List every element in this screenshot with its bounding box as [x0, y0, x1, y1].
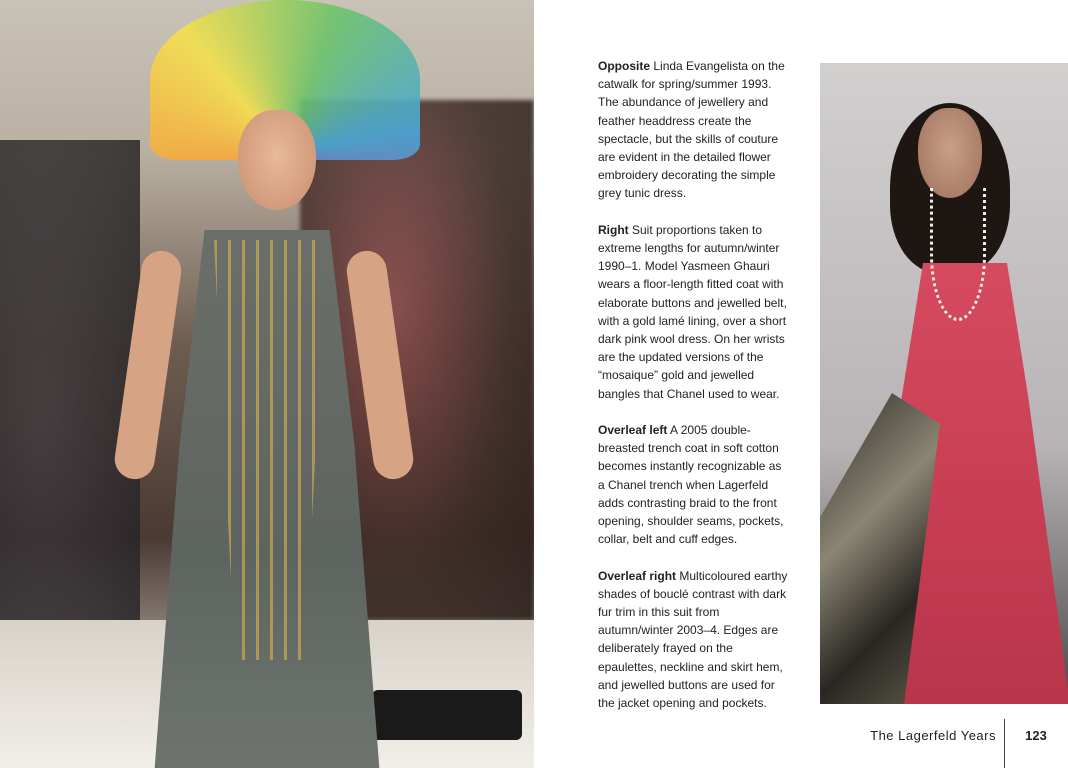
model-head	[238, 110, 316, 210]
footer-divider	[1004, 719, 1005, 768]
caption-column	[598, 57, 788, 730]
model-figure	[60, 0, 360, 768]
caption-text: Linda Evangelista on the catwalk for spring/summer 1993. The abundance of jewellery and feather headdress create the spectacle, but the skills of couture are evident in the detailed flower embroidery decorating the simple grey tunic dress.	[598, 59, 785, 201]
pearl-necklace	[930, 188, 986, 321]
caption-lead: Overleaf right	[598, 568, 677, 583]
caption-opposite	[598, 57, 788, 203]
caption-lead: Right	[598, 222, 629, 237]
caption-lead: Overleaf left	[598, 423, 668, 438]
model-head	[918, 108, 982, 198]
caption-right	[598, 221, 788, 403]
caption-text: Suit proportions taken to extreme lengths for autumn/winter 1990–1. Model Yasmeen Ghauri wears a floor-length fitted coat with elaborate buttons and jewelled belt, with a gold lamé lining, over a short dark pink wool dress. On her wrists are the updated versions of the “mosaique” gold and jewelled bangles that Chanel used to wear.	[598, 222, 787, 401]
running-footer-title: The Lagerfeld Years	[870, 728, 996, 743]
camera-silhouette	[372, 690, 522, 740]
caption-text: A 2005 double-breasted trench coat in soft cotton becomes instantly recognizable as a Chanel trench when Lagerfeld adds contrasting braid to the front opening, shoulder seams, pockets, collar, belt and cuff edges.	[598, 423, 784, 547]
caption-lead: Opposite	[598, 59, 651, 73]
model-arm-left	[112, 248, 184, 481]
caption-text: Multicoloured earthy shades of bouclé contrast with dark fur trim in this suit from autumn/winter 2003–4. Edges are deliberately frayed on the epaulettes, neckline and skirt hem, and jewelled buttons are used for the jacket opening and pockets.	[598, 568, 788, 711]
runway-photo-right	[820, 63, 1068, 704]
page-number: 123	[1025, 728, 1047, 743]
caption-overleaf-right	[598, 567, 788, 713]
caption-overleaf-left	[598, 421, 788, 548]
